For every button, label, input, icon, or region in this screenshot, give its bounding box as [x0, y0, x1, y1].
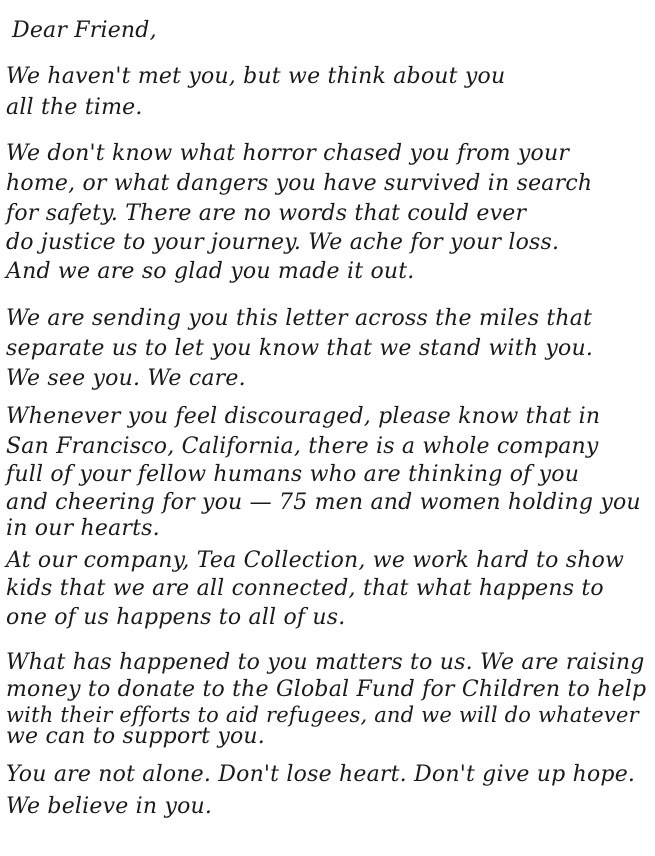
letter-line: San Francisco, California, there is a whole company: [6, 434, 599, 459]
letter-line: separate us to let you know that we stand with you.: [6, 336, 594, 361]
letter-line: and cheering for you — 75 men and women holding you: [6, 490, 641, 515]
letter-line: home, or what dangers you have survived in search: [6, 171, 593, 196]
letter-line: You are not alone. Don't lose heart. Don't give up hope.: [6, 762, 636, 787]
letter-line: Whenever you feel discouraged, please know that in: [6, 404, 601, 429]
letter-line: all the time.: [6, 95, 143, 120]
letter-line: At our company, Tea Collection, we work hard to show: [6, 548, 625, 573]
letter-line: kids that we are all connected, that what happens to: [6, 576, 604, 601]
letter-line: full of your fellow humans who are thinking of you: [6, 462, 580, 487]
letter-line: in our hearts.: [6, 516, 160, 541]
letter-line: We believe in you.: [6, 794, 213, 819]
letter-line: we can to support you.: [6, 724, 265, 749]
letter-line: money to donate to the Global Fund for Children to help: [6, 677, 647, 702]
letter-line: for safety. There are no words that could ever: [6, 201, 527, 226]
letter-line: do justice to your journey. We ache for your loss.: [6, 230, 560, 255]
letter-line: And we are so glad you made it out.: [6, 259, 415, 284]
letter-line: one of us happens to all of us.: [6, 605, 346, 630]
letter-line: What has happened to you matters to us. We are raising: [6, 650, 645, 675]
letter-line: We haven't met you, but we think about you: [6, 64, 506, 89]
letter-salutation: Dear Friend,: [12, 18, 157, 43]
letter-line: We see you. We care.: [6, 366, 246, 391]
letter-line: We are sending you this letter across the miles that: [6, 306, 593, 331]
letter-line: with their efforts to aid refugees, and we will do whatever: [6, 703, 639, 727]
letter-line: We don't know what horror chased you from your: [6, 141, 570, 166]
